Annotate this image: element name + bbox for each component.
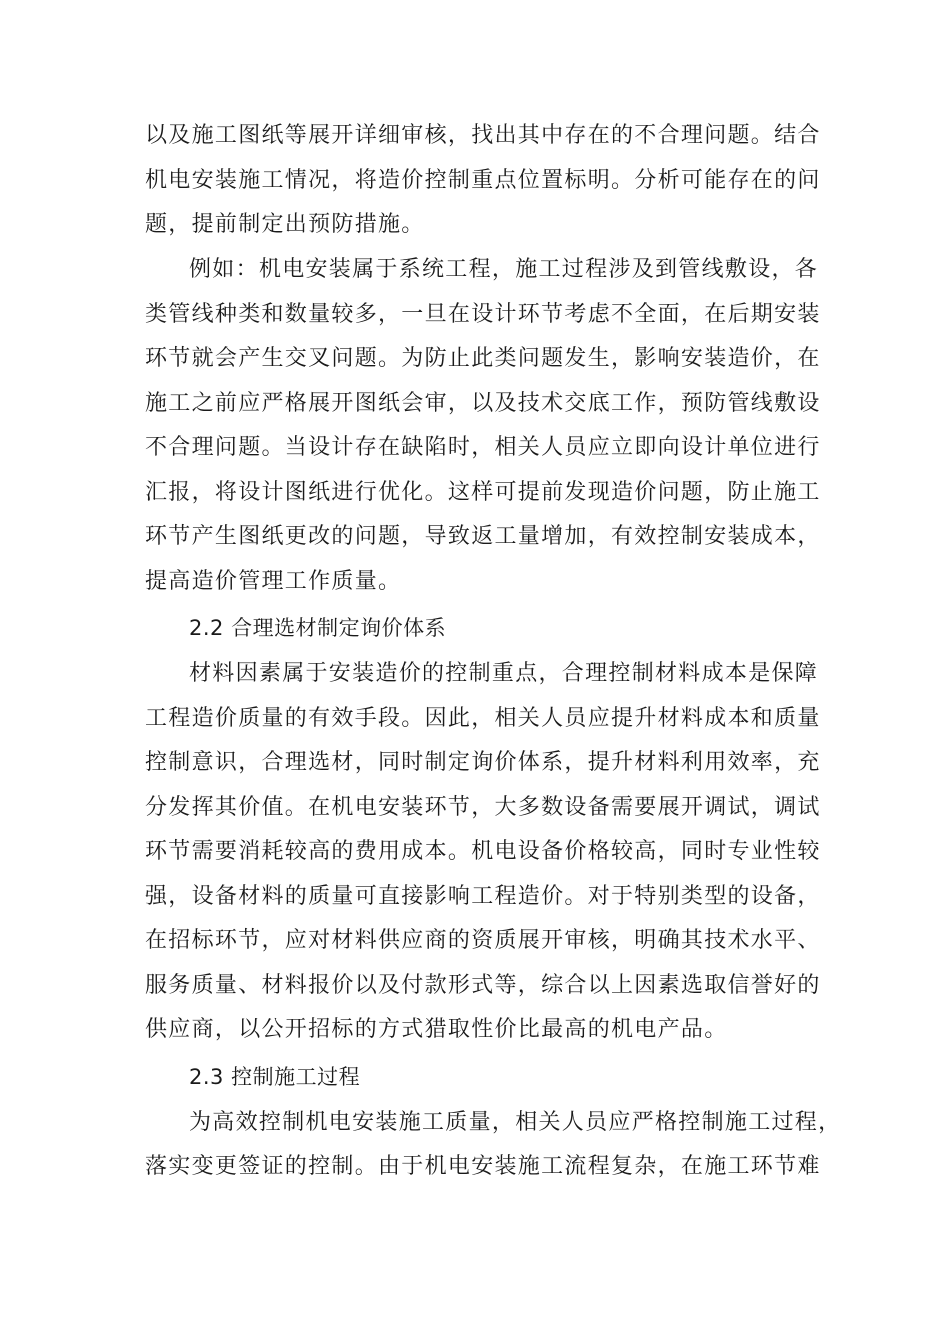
paragraph-line: 工程造价质量的有效手段。因此，相关人员应提升材料成本和质量 (145, 706, 821, 731)
paragraph-line: 服务质量、材料报价以及付款形式等，综合以上因素选取信誉好的 (145, 973, 821, 998)
paragraph-line: 强，设备材料的质量可直接影响工程造价。对于特别类型的设备， (145, 884, 821, 909)
section-heading: 2.2 合理选材制定询价体系 (189, 616, 447, 640)
paragraph-line: 题，提前制定出预防措施。 (145, 212, 425, 237)
paragraph-line: 环节产生图纸更改的问题，导致返工量增加，有效控制安装成本， (145, 524, 821, 549)
paragraph-line: 为高效控制机电安装施工质量，相关人员应严格控制施工过程， (189, 1110, 842, 1135)
paragraph-line: 例如：机电安装属于系统工程，施工过程涉及到管线敷设，各 (189, 257, 819, 282)
paragraph-line: 材料因素属于安装造价的控制重点，合理控制材料成本是保障 (189, 661, 819, 686)
paragraph-line: 控制意识，合理选材，同时制定询价体系，提升材料利用效率，充 (145, 750, 821, 775)
paragraph-line: 提高造价管理工作质量。 (145, 569, 402, 594)
paragraph-line: 分发挥其价值。在机电安装环节，大多数设备需要展开调试，调试 (145, 795, 821, 820)
paragraph-line: 供应商，以公开招标的方式猎取性价比最高的机电产品。 (145, 1017, 728, 1042)
paragraph-line: 以及施工图纸等展开详细审核，找出其中存在的不合理问题。结合 (145, 123, 821, 148)
paragraph-line: 落实变更签证的控制。由于机电安装施工流程复杂，在施工环节难 (145, 1154, 821, 1179)
paragraph-line: 环节就会产生交叉问题。为防止此类问题发生，影响安装造价，在 (145, 346, 821, 371)
section-heading: 2.3 控制施工过程 (189, 1065, 361, 1089)
paragraph-line: 施工之前应严格展开图纸会审，以及技术交底工作，预防管线敷设 (145, 391, 821, 416)
paragraph-line: 不合理问题。当设计存在缺陷时，相关人员应立即向设计单位进行 (145, 435, 821, 460)
paragraph-line: 在招标环节，应对材料供应商的资质展开审核，明确其技术水平、 (145, 928, 821, 953)
paragraph-line: 机电安装施工情况，将造价控制重点位置标明。分析可能存在的问 (145, 168, 821, 193)
paragraph-line: 汇报，将设计图纸进行优化。这样可提前发现造价问题，防止施工 (145, 480, 821, 505)
paragraph-line: 类管线种类和数量较多，一旦在设计环节考虑不全面，在后期安装 (145, 302, 821, 327)
paragraph-line: 环节需要消耗较高的费用成本。机电设备价格较高，同时专业性较 (145, 839, 821, 864)
